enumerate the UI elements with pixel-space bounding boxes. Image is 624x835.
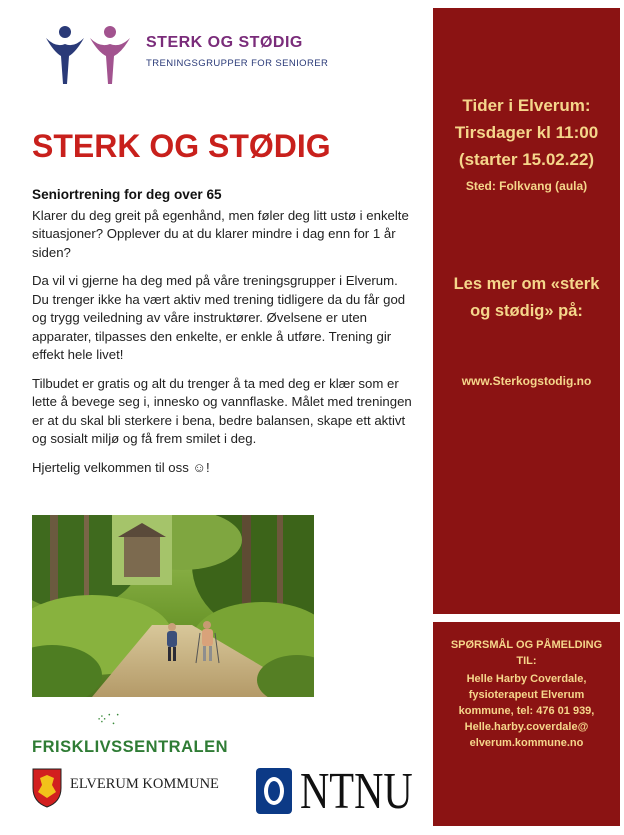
times-line: Tirsdager kl 11:00 <box>454 123 599 142</box>
read-more-line: og stødig» på: <box>470 302 583 320</box>
contact-heading-line: SPØRSMÅL OG PÅMELDING <box>450 639 603 651</box>
page-title: STERK OG STØDIG <box>32 128 331 164</box>
times-line: (starter 15.02.22) <box>458 150 595 169</box>
intro-paragraph: Tilbudet er gratis og alt du trenger å ta med deg er klær som er lette å bevege seg i, innesko og vannflaske. Målet med treningen er at du skal bli sterkere i bena, bedre balansen, skape ett aktivt og sosialt miljø og få frem smilet i deg. <box>32 375 412 446</box>
times-line: Tider i Elverum: <box>462 96 591 115</box>
intro-section <box>32 186 416 487</box>
two-figures-icon <box>42 22 142 88</box>
contact-line: kommune, tel: 476 01 939, <box>458 705 595 717</box>
frisklivssentralen-name: FRISKLIVSSENTRALEN <box>32 738 229 756</box>
contact-line: Helle Harby Coverdale, <box>466 673 587 685</box>
elverum-kommune-logo <box>32 768 242 818</box>
website-link[interactable]: www.Sterkogstodig.no <box>461 374 592 388</box>
contact-heading-line: TIL: <box>516 655 537 667</box>
training-location: Sted: Folkvang (aula) <box>465 179 588 193</box>
ntnu-logo <box>256 763 426 821</box>
contact-panel <box>433 622 620 826</box>
forest-walk-photo <box>32 515 314 697</box>
frisklivssentralen-logo <box>32 708 272 762</box>
sterk-og-stodig-logo <box>42 22 342 88</box>
ntnu-name: NTNU <box>300 763 413 820</box>
contact-details <box>433 671 620 751</box>
logo-subtitle: TRENINGSGRUPPER FOR SENIORER <box>146 58 329 69</box>
contact-line: fysioterapeut Elverum <box>468 689 585 701</box>
intro-heading: Seniortrening for deg over 65 <box>32 187 222 202</box>
intro-paragraph: Hjertelig velkommen til oss ☺! <box>32 459 210 475</box>
intro-paragraph: Da vil vi gjerne ha deg med på våre treningsgrupper i Elverum. Du trenger ikke ha vært aktiv med trening tidligere da du får god og trygg veiledning av våre instruktører. Øvelsene er uten apparater, tilpasses den enkelte, er enkle å utføre. Trening gir effekt hele livet! <box>32 273 406 362</box>
contact-email[interactable]: Helle.harby.coverdale@ <box>464 721 589 733</box>
info-panel <box>433 8 620 614</box>
contact-email[interactable]: elverum.kommune.no <box>469 737 584 749</box>
read-more-text <box>443 271 610 325</box>
ntnu-emblem-icon <box>256 768 292 814</box>
intro-paragraph: Klarer du deg greit på egenhånd, men føler deg litt ustø i enkelte situasjoner? Opplever du at du klarer mindre i dag enn for 1 år siden? <box>32 207 409 260</box>
coat-of-arms-icon <box>32 768 62 808</box>
elverum-kommune-name: ELVERUM KOMMUNE <box>70 776 219 792</box>
logo-title: STERK OG STØDIG <box>146 34 303 51</box>
sparkle-icon: ⁘⸪ <box>96 711 120 727</box>
training-times <box>433 92 620 173</box>
read-more-line: Les mer om «sterk <box>453 275 600 293</box>
contact-heading <box>433 637 620 669</box>
